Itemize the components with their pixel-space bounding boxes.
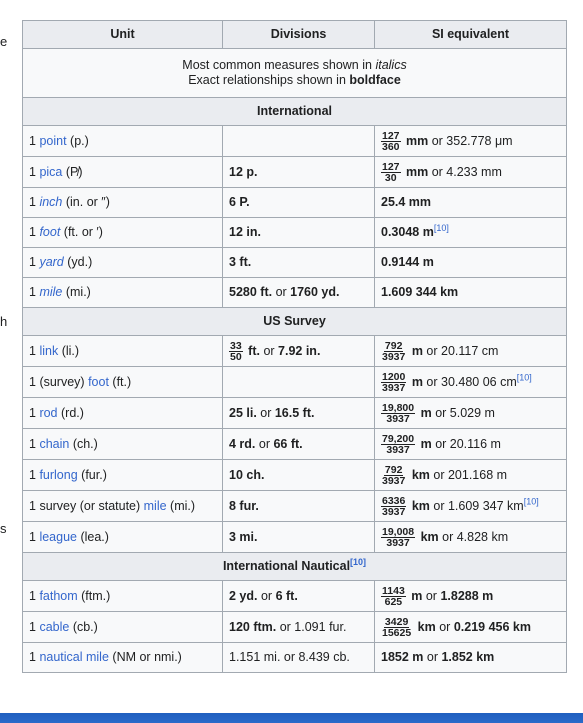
fraction-numerator: 1143 — [382, 584, 405, 597]
si-fraction — [381, 372, 406, 393]
unit-cell — [23, 336, 223, 367]
si-cell — [375, 336, 567, 367]
value-text: m — [417, 436, 432, 451]
value-text: 0.219 456 km — [453, 619, 531, 634]
fraction-numerator: 3429 — [384, 615, 409, 628]
unit-prefix: (survey) — [39, 374, 89, 389]
column-header-divisions[interactable]: Divisions — [223, 21, 375, 49]
note-line1: Most common measures shown in — [182, 58, 376, 72]
citation-link[interactable]: [10] — [350, 556, 367, 567]
table-row — [23, 643, 567, 673]
value-text: 120 ftm. — [229, 619, 277, 634]
unit-link[interactable]: mile — [143, 498, 167, 513]
value-text: 2 yd. — [229, 588, 258, 603]
citation-link[interactable]: [10] — [523, 496, 539, 507]
value-text: 3 mi. — [229, 529, 258, 544]
unit-cell — [23, 157, 223, 188]
unit-qty: 1 — [29, 619, 36, 634]
unit-abbreviation: (cb.) — [72, 619, 98, 634]
unit-qty: 1 — [29, 405, 36, 420]
table-row — [23, 491, 567, 522]
value-text: 25 li. — [229, 405, 257, 420]
unit-qty: 1 — [29, 588, 36, 603]
value-text: or 30.480 06 cm — [422, 374, 517, 389]
divisions-cell — [223, 336, 375, 367]
divisions-cell — [223, 278, 375, 308]
value-text: or 201.168 m — [429, 467, 508, 482]
unit-link[interactable]: cable — [39, 619, 70, 634]
unit-cell — [23, 460, 223, 491]
fraction-denominator: 3937 — [386, 443, 410, 456]
unit-qty: 1 — [29, 498, 36, 513]
fraction-denominator: 3937 — [382, 474, 406, 487]
si-cell — [375, 581, 567, 612]
units-table — [22, 20, 567, 673]
unit-abbreviation: (fur.) — [81, 467, 107, 482]
divisions-cell — [223, 248, 375, 278]
section-header — [23, 98, 567, 126]
table-row — [23, 612, 567, 643]
si-cell — [375, 398, 567, 429]
value-text: m — [408, 343, 423, 358]
citation-link[interactable]: [10] — [516, 372, 532, 383]
unit-link[interactable]: mile — [39, 285, 63, 299]
unit-link[interactable]: nautical mile — [39, 650, 109, 664]
si-cell — [375, 218, 567, 248]
unit-qty: 1 — [29, 133, 36, 148]
unit-link[interactable]: rod — [39, 405, 58, 420]
value-text: or 1.609 347 km — [429, 498, 524, 513]
value-text: 1.151 mi. or 8.439 cb. — [229, 650, 350, 664]
unit-link[interactable]: foot — [39, 225, 61, 239]
unit-abbreviation: (yd.) — [67, 255, 93, 269]
fraction-numerator: 19,008 — [382, 525, 415, 538]
fraction-denominator: 30 — [384, 171, 397, 184]
value-text: or 1.091 fur. — [276, 619, 347, 634]
table-row — [23, 188, 567, 218]
edge-letter: h — [0, 314, 8, 329]
value-text: 16.5 ft. — [274, 405, 315, 420]
unit-prefix: survey (or statute) — [39, 498, 144, 513]
fraction-denominator: 360 — [382, 140, 400, 153]
unit-link[interactable]: link — [39, 343, 59, 358]
si-cell — [375, 522, 567, 553]
value-text: 1760 yd. — [290, 285, 340, 299]
unit-link[interactable]: foot — [88, 374, 109, 389]
value-text: or — [435, 619, 454, 634]
unit-abbreviation: (mi.) — [65, 285, 91, 299]
unit-cell — [23, 522, 223, 553]
value-text: 4 rd. — [229, 436, 256, 451]
si-fraction — [381, 403, 415, 424]
value-text: 1.609 344 km — [381, 285, 459, 299]
value-text: 1.8288 m — [440, 588, 494, 603]
value-text: 3 ft. — [229, 255, 252, 269]
section-header — [23, 308, 567, 336]
divisions-cell — [223, 522, 375, 553]
unit-cell — [23, 398, 223, 429]
si-fraction — [381, 527, 415, 548]
value-text: or — [422, 588, 441, 603]
unit-link[interactable]: pica — [39, 164, 63, 179]
table-row — [23, 398, 567, 429]
divisions-cell — [223, 491, 375, 522]
divisions-cell — [223, 126, 375, 157]
si-cell — [375, 278, 567, 308]
value-text: 0.3048 m — [381, 225, 434, 239]
section-title: International Nautical — [222, 559, 351, 573]
fraction-denominator: 15625 — [382, 626, 412, 639]
value-text: or 20.117 cm — [422, 343, 499, 358]
value-text: or 4.233 mm — [428, 164, 502, 179]
unit-qty: 1 — [29, 467, 36, 482]
si-cell — [375, 248, 567, 278]
value-text: 66 ft. — [273, 436, 303, 451]
table-row — [23, 157, 567, 188]
si-cell — [375, 429, 567, 460]
value-text: ft. — [244, 343, 260, 358]
si-fraction — [381, 341, 406, 362]
fraction-numerator: 792 — [384, 339, 403, 352]
value-text: 5280 ft. — [229, 285, 273, 299]
divisions-cell — [223, 581, 375, 612]
divisions-cell — [223, 612, 375, 643]
fraction-numerator: 79,200 — [382, 432, 415, 445]
unit-abbreviation: (in. or ″) — [65, 195, 110, 209]
value-text: 7.92 in. — [278, 343, 321, 358]
value-text: or — [423, 650, 442, 664]
unit-qty: 1 — [29, 343, 36, 358]
value-text: 6 ft. — [275, 588, 298, 603]
unit-abbreviation: (P̸) — [65, 164, 83, 179]
unit-cell — [23, 491, 223, 522]
value-text: m — [407, 588, 423, 603]
si-cell — [375, 367, 567, 398]
unit-abbreviation: (li.) — [61, 343, 80, 358]
unit-cell — [23, 188, 223, 218]
unit-cell — [23, 581, 223, 612]
fraction-denominator: 3937 — [386, 536, 410, 549]
si-cell — [375, 126, 567, 157]
value-text: or — [256, 405, 275, 420]
table-row — [23, 126, 567, 157]
fraction-numerator: 19,800 — [382, 401, 415, 414]
si-fraction — [381, 465, 406, 486]
column-header-si[interactable]: SI equivalent — [375, 21, 567, 49]
column-header-unit[interactable]: Unit — [23, 21, 223, 49]
si-cell — [375, 612, 567, 643]
unit-qty: 1 — [29, 650, 36, 664]
fraction-denominator: 3937 — [382, 505, 406, 518]
value-text: or — [259, 343, 279, 358]
unit-cell — [23, 612, 223, 643]
unit-abbreviation: (mi.) — [170, 498, 196, 513]
table-row — [23, 336, 567, 367]
table-body — [23, 49, 567, 673]
value-text: or 20.116 m — [431, 436, 501, 451]
table-row — [23, 460, 567, 491]
table-row — [23, 522, 567, 553]
unit-abbreviation: (ftm.) — [81, 588, 111, 603]
si-fraction — [381, 586, 406, 607]
si-cell — [375, 157, 567, 188]
unit-abbreviation: (ch.) — [72, 436, 98, 451]
unit-abbreviation: (ft. or ′) — [63, 225, 103, 239]
unit-qty: 1 — [29, 225, 36, 239]
table-row — [23, 367, 567, 398]
section-header — [23, 553, 567, 581]
value-text: 12 in. — [229, 225, 261, 239]
table-row — [23, 581, 567, 612]
value-text: 25.4 mm — [381, 195, 432, 209]
value-text: or 4.828 km — [438, 529, 509, 544]
fraction-denominator: 3937 — [382, 350, 406, 363]
table-row — [23, 278, 567, 308]
si-fraction — [381, 162, 401, 183]
unit-abbreviation: (p.) — [70, 133, 89, 148]
value-text: 1.852 km — [441, 650, 495, 664]
table-row — [23, 218, 567, 248]
fraction-denominator: 3937 — [382, 381, 406, 394]
value-text: 1852 m — [381, 650, 424, 664]
value-text: 0.9144 m — [381, 255, 434, 269]
legend-note — [23, 49, 567, 98]
si-cell — [375, 491, 567, 522]
value-text: 10 ch. — [229, 467, 265, 482]
value-text: mm — [402, 164, 429, 179]
divisions-cell — [223, 398, 375, 429]
divisions-cell — [223, 643, 375, 673]
value-text: km — [408, 498, 430, 513]
unit-qty: 1 — [29, 195, 36, 209]
si-cell — [375, 643, 567, 673]
fraction-numerator: 33 — [230, 339, 242, 352]
bottom-bar — [0, 713, 583, 723]
note-boldface: boldface — [349, 73, 401, 87]
fraction-denominator: 50 — [230, 350, 242, 363]
divisions-cell — [223, 218, 375, 248]
unit-abbreviation: (NM or nmi.) — [112, 650, 182, 664]
unit-link[interactable]: league — [39, 529, 77, 544]
fraction-numerator: 127 — [382, 160, 400, 173]
si-fraction — [381, 496, 406, 517]
unit-cell — [23, 218, 223, 248]
divisions-cell — [223, 429, 375, 460]
section-title: International — [256, 104, 332, 118]
unit-qty: 1 — [29, 374, 36, 389]
unit-qty: 1 — [29, 164, 36, 179]
value-text: m — [417, 405, 432, 420]
value-text: km — [414, 619, 436, 634]
unit-cell — [23, 643, 223, 673]
unit-abbreviation: (ft.) — [112, 374, 132, 389]
note-line2: Exact relationships shown in — [188, 73, 350, 87]
value-text: or — [255, 436, 274, 451]
unit-cell — [23, 278, 223, 308]
table-row — [23, 248, 567, 278]
fraction-denominator: 3937 — [386, 412, 410, 425]
fraction-numerator: 127 — [382, 129, 400, 142]
unit-cell — [23, 367, 223, 398]
edge-letter: s — [0, 521, 7, 536]
value-text: or 352.778 μm — [428, 133, 513, 148]
fraction-denominator: 625 — [384, 595, 403, 608]
unit-abbreviation: (lea.) — [80, 529, 109, 544]
fraction-numerator: 792 — [384, 463, 403, 476]
unit-qty: 1 — [29, 529, 36, 544]
divisions-cell — [223, 367, 375, 398]
divisions-cell — [223, 188, 375, 218]
unit-cell — [23, 248, 223, 278]
value-text: km — [408, 467, 430, 482]
unit-qty: 1 — [29, 255, 36, 269]
si-fraction — [381, 617, 412, 638]
si-cell — [375, 188, 567, 218]
si-cell — [375, 460, 567, 491]
divisions-cell — [223, 460, 375, 491]
value-text: 8 fur. — [229, 498, 259, 513]
divisions-fraction — [229, 341, 243, 362]
fraction-numerator: 1200 — [382, 370, 406, 383]
value-text: 6 P. — [229, 195, 250, 209]
fraction-numerator: 6336 — [382, 494, 406, 507]
value-text: or — [257, 588, 276, 603]
value-text: mm — [402, 133, 429, 148]
unit-link[interactable]: yard — [39, 255, 64, 269]
edge-letter: e — [0, 34, 8, 49]
note-italics: italics — [375, 58, 407, 72]
si-fraction — [381, 434, 415, 455]
value-text: km — [417, 529, 439, 544]
value-text: 12 p. — [229, 164, 258, 179]
citation-link[interactable]: [10] — [433, 222, 449, 233]
unit-qty: 1 — [29, 436, 36, 451]
section-title: US Survey — [263, 314, 326, 328]
si-fraction — [381, 131, 401, 152]
unit-cell — [23, 429, 223, 460]
unit-qty: 1 — [29, 285, 36, 299]
divisions-cell — [223, 157, 375, 188]
unit-link[interactable]: point — [39, 133, 67, 148]
value-text: or 5.029 m — [431, 405, 495, 420]
unit-link[interactable]: fathom — [39, 588, 78, 603]
unit-cell — [23, 126, 223, 157]
unit-link[interactable]: inch — [39, 195, 63, 209]
value-text: m — [408, 374, 423, 389]
unit-link[interactable]: chain — [39, 436, 70, 451]
unit-link[interactable]: furlong — [39, 467, 78, 482]
table-row — [23, 429, 567, 460]
unit-abbreviation: (rd.) — [61, 405, 84, 420]
value-text: or — [272, 285, 291, 299]
